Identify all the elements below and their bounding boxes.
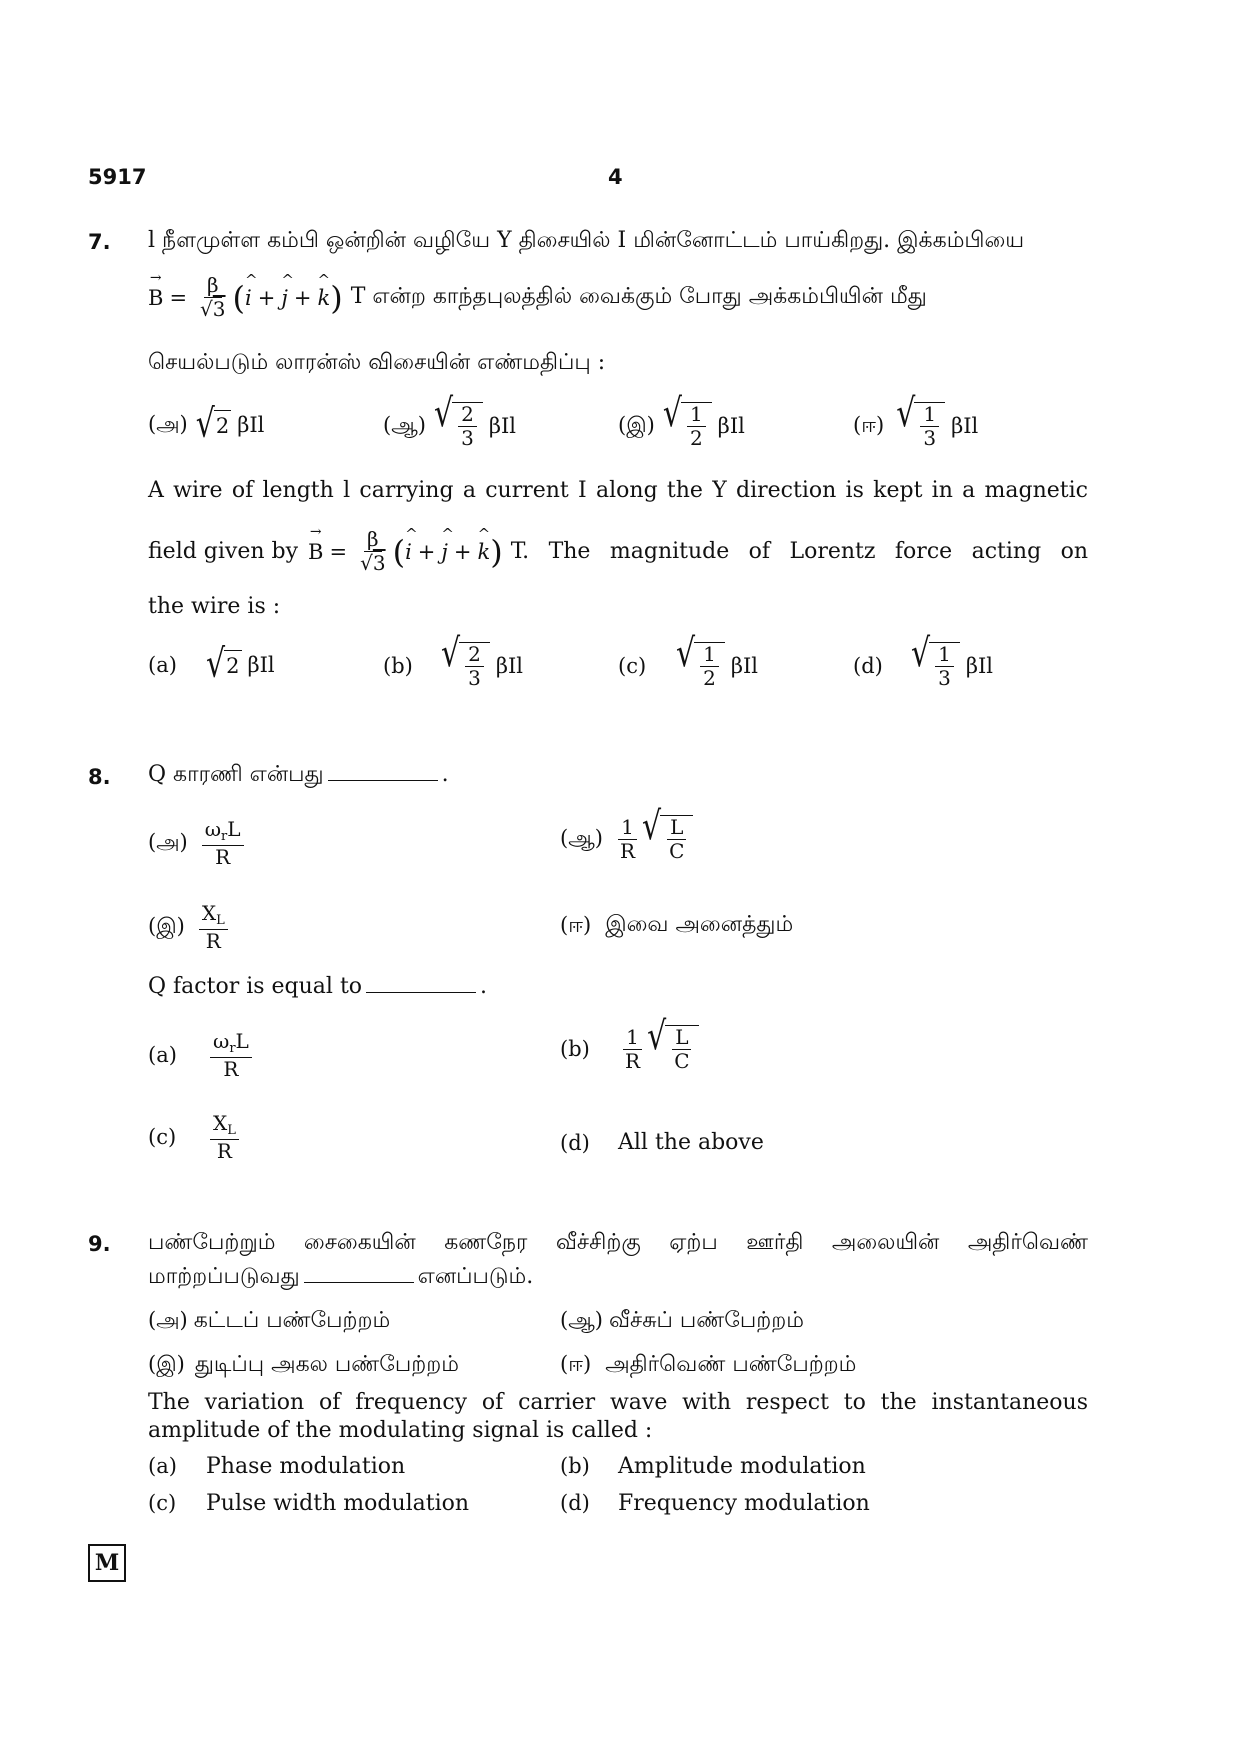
- q8-tamil-blank: [328, 762, 438, 781]
- q8-en-option-b[interactable]: (b) $\frac{1}{R}$ √ $\frac{L}{C}$: [560, 1025, 699, 1073]
- footer-mark-box: M: [88, 1544, 126, 1582]
- q9-en-option-b[interactable]: (b) Amplitude modulation: [560, 1454, 866, 1479]
- q8-ta-option-c[interactable]: (இ) $\frac{X_L}{R}$: [148, 902, 232, 953]
- q9-tamil-blank: [304, 1264, 414, 1283]
- q9-ta-option-a[interactable]: (அ) கட்டப் பண்பேற்றம்: [148, 1308, 391, 1333]
- question-7-number: 7.: [88, 230, 111, 254]
- q7-en-option-d[interactable]: (d) √ $\frac{1}{3}$ βIl: [853, 630, 994, 690]
- q7-english-options: [148, 630, 1088, 702]
- q9-en-option-a[interactable]: (a) Phase modulation: [148, 1454, 406, 1479]
- q7-english-line-1: A wire of length l carrying a current I along the Y direction is kept in a magnetic: [148, 478, 1088, 503]
- q7-english-line-3: the wire is :: [148, 594, 281, 619]
- q7-en-option-b[interactable]: (b) √ $\frac{2}{3}$ βIl: [383, 630, 524, 690]
- q7-tamil-line-1: l நீளமுள்ள கம்பி ஒன்றின் வழியே Y திசையில் I மின்னோட்டம் பாய்கிறது. இக்கம்பியை: [148, 228, 1025, 253]
- q9-tamil-line-2: மாற்றப்படுவது எனப்படும்.: [148, 1264, 534, 1289]
- q8-ta-option-d[interactable]: (ஈ) இவை அனைத்தும்: [560, 912, 794, 937]
- q8-tamil-stem: Q காரணி என்பது .: [148, 762, 449, 787]
- q7-en-option-c[interactable]: (c) √ $\frac{1}{2}$ βIl: [618, 630, 759, 690]
- page-number: 4: [608, 165, 623, 189]
- q9-ta-option-b[interactable]: (ஆ) வீச்சுப் பண்பேற்றம்: [560, 1308, 804, 1333]
- q7-english-line-2-tail: T. The magnitude of Lorentz force acting on: [510, 539, 1088, 564]
- exam-code: 5917: [88, 165, 147, 189]
- q9-ta-option-c[interactable]: (இ) துடிப்பு அகல பண்பேற்றம்: [148, 1352, 459, 1377]
- q7-ta-option-a[interactable]: (அ) √ 2 βIl: [148, 401, 265, 448]
- q9-english-line-1: The variation of frequency of carrier wave with respect to the instantaneous: [148, 1390, 1088, 1415]
- q7-ta-option-d[interactable]: (ஈ) √ $\frac{1}{3}$ βIl: [853, 390, 979, 450]
- q8-english-blank: [366, 974, 476, 993]
- q7-field-symbol: → B: [148, 286, 163, 310]
- q7-tamil-options: [148, 390, 1088, 462]
- q7-tamil-line-2: [148, 274, 927, 321]
- q7-field-formula: → B = $\frac{\beta}{√3}$ ( ^ i + ^ j + ^ k ): [148, 274, 343, 321]
- q7-unit-i: ^ i: [245, 286, 252, 310]
- q7-tamil-line-3: செயல்படும் லாரன்ஸ் விசையின் எண்மதிப்பு :: [148, 350, 606, 375]
- q7-english-line-2: field given by → B = $\frac{\beta}{√3}$ ( ^ i + ^ j + ^ k ) T. The magnitude of Lorentz force acting on: [148, 528, 1088, 575]
- q9-ta-option-d[interactable]: (ஈ) அதிர்வெண் பண்பேற்றம்: [560, 1352, 857, 1377]
- q7-unit-j: ^ j: [281, 286, 288, 310]
- q9-en-option-d[interactable]: (d) Frequency modulation: [560, 1491, 870, 1516]
- q9-en-option-c[interactable]: (c) Pulse width modulation: [148, 1491, 470, 1516]
- q7-tamil-line-2-tail: T என்ற காந்தபுலத்தில் வைக்கும் போது அக்கம்பியின் மீது: [350, 283, 927, 309]
- q7-unit-k: ^ k: [317, 286, 330, 310]
- q7-ta-option-c[interactable]: (இ) √ $\frac{1}{2}$ βIl: [618, 390, 745, 450]
- q7-en-option-a[interactable]: (a) √ 2 βIl: [148, 641, 275, 688]
- q7-en-field-formula: → B = $\frac{\beta}{√3}$ ( ^ i + ^ j + ^ k ): [308, 528, 503, 575]
- q8-en-option-a[interactable]: (a) $\frac{\omega_rL}{R}$: [148, 1030, 256, 1081]
- q8-english-stem: Q factor is equal to .: [148, 974, 488, 999]
- q9-tamil-line-1: பண்பேற்றும் சைகையின் கணநேர வீச்சிற்கு ஏற்ப ஊர்தி அலையின் அதிர்வெண்: [148, 1230, 1088, 1255]
- q7-beta-fraction: $\frac{\beta}{√3}$: [200, 273, 226, 321]
- q7-ta-option-b[interactable]: (ஆ) √ $\frac{2}{3}$ βIl: [383, 390, 516, 450]
- question-9-number: 9.: [88, 1232, 111, 1256]
- q8-ta-option-a[interactable]: (அ) $\frac{\omega_rL}{R}$: [148, 818, 248, 869]
- question-8-number: 8.: [88, 765, 111, 789]
- q8-en-option-d[interactable]: (d) All the above: [560, 1130, 764, 1155]
- q8-ta-option-b[interactable]: (ஆ) $\frac{1}{R}$ √ $\frac{L}{C}$: [560, 815, 693, 863]
- q8-en-option-c[interactable]: (c) $\frac{X_L}{R}$: [148, 1112, 243, 1163]
- q9-english-line-2: amplitude of the modulating signal is called :: [148, 1418, 653, 1443]
